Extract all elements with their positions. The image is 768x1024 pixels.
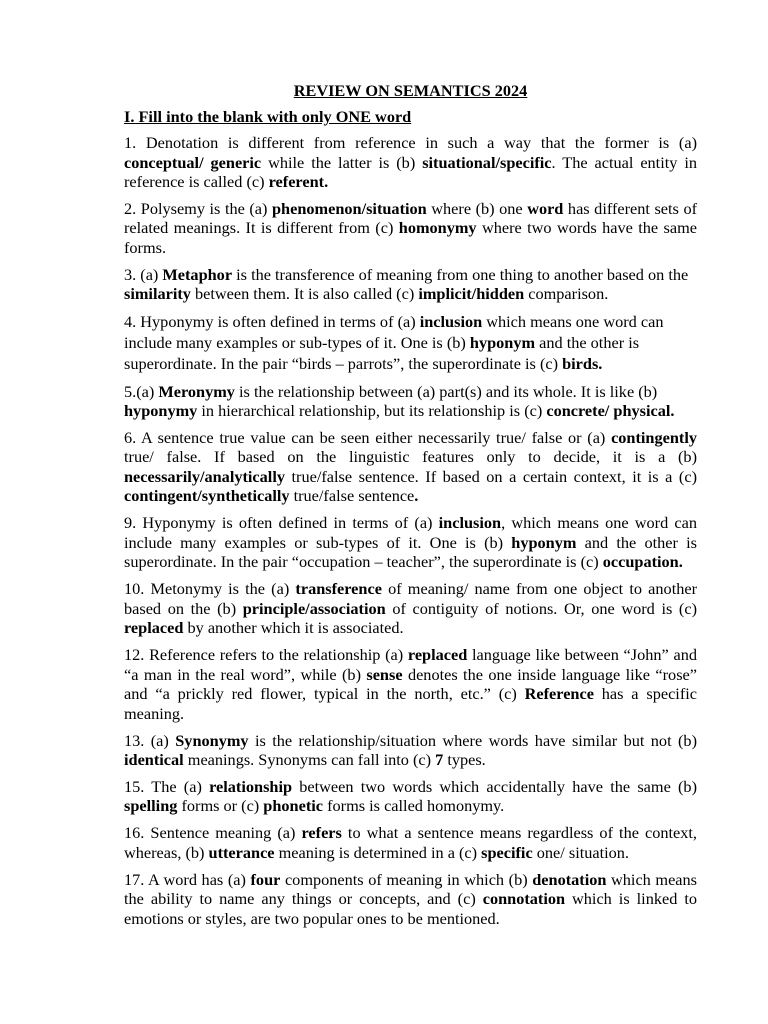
answer-text: identical bbox=[124, 750, 184, 770]
answer-text: phenomenon/situation bbox=[272, 198, 427, 218]
question-16 bbox=[124, 823, 697, 862]
answer-text: Meronymy bbox=[158, 381, 235, 401]
text-run: language like between “John” and “a man in the real word”, while (b) bbox=[124, 645, 697, 684]
question-13 bbox=[124, 731, 697, 770]
text-run: is the relationship/situation where words have similar but not (b) bbox=[248, 730, 697, 750]
question-3 bbox=[124, 265, 697, 304]
text-run: of contiguity of notions. Or, one word is (c) bbox=[385, 598, 697, 618]
answer-text: denotation bbox=[532, 869, 607, 889]
answer-text: Reference bbox=[524, 684, 594, 704]
answer-text: occupation. bbox=[602, 552, 683, 572]
answer-text: transference bbox=[295, 579, 382, 599]
text-run: 17. A word has (a) bbox=[124, 869, 251, 889]
question-4 bbox=[124, 311, 697, 374]
answer-text: hyponym bbox=[469, 333, 536, 353]
text-run: which means the ability to name any things or concepts, and (c) bbox=[124, 869, 698, 909]
text-run: while the latter is (b) bbox=[261, 152, 423, 172]
answer-text: birds. bbox=[562, 354, 603, 374]
text-run: to what a sentence means regardless of the context, whereas, (b) bbox=[124, 823, 697, 862]
text-run: and the other is superordinate. In the pair “birds – parrots”, the superordinate is (c) bbox=[124, 333, 640, 374]
text-run: 3. (a) bbox=[124, 264, 163, 284]
question-6 bbox=[124, 428, 697, 506]
answer-text: connotation bbox=[482, 889, 566, 909]
question-5 bbox=[124, 382, 697, 421]
answer-text: replaced bbox=[124, 618, 184, 638]
text-run: true/ false. If based on the linguistic features only to decide, it is a (b) bbox=[124, 447, 697, 467]
question-1 bbox=[124, 133, 697, 192]
question-10 bbox=[124, 579, 697, 638]
question-9 bbox=[124, 513, 697, 572]
text-run: 4. Hyponymy is often defined in terms of (a) bbox=[124, 312, 420, 332]
text-run: 16. Sentence meaning (a) bbox=[124, 823, 302, 843]
text-run: has a specific meaning. bbox=[124, 684, 697, 723]
answer-text: implicit/hidden bbox=[418, 284, 525, 304]
document-title: REVIEW ON SEMANTICS 2024 bbox=[293, 81, 528, 100]
answer-text: Synonymy bbox=[175, 730, 249, 750]
text-run: 5.(a) bbox=[124, 381, 159, 401]
answer-text: replaced bbox=[407, 645, 468, 665]
text-run: 13. (a) bbox=[124, 730, 176, 750]
text-run: and the other is superordinate. In the pair “occupation – teacher”, the superordinate is (c) bbox=[124, 532, 697, 572]
text-run: of meaning/ name from one object to another based on the (b) bbox=[124, 579, 698, 618]
text-run: between two words which accidentally have the same (b) bbox=[292, 776, 697, 796]
text-run: 2. Polysemy is the (a) bbox=[124, 198, 272, 218]
text-run: has different sets of related meanings. It is different from (c) bbox=[124, 198, 698, 238]
answer-text: inclusion bbox=[438, 513, 502, 533]
answer-text: similarity bbox=[124, 284, 191, 304]
answer-text: four bbox=[250, 869, 281, 889]
question-12 bbox=[124, 645, 697, 723]
answer-text: inclusion bbox=[419, 312, 483, 332]
text-run: , which means one word can include many examples or sub-types of it. One is (b) bbox=[124, 513, 697, 552]
text-run: is the relationship between (a) part(s) and its whole. It is like (b) bbox=[234, 381, 658, 401]
question-17 bbox=[124, 870, 697, 929]
section-heading: I. Fill into the blank with only ONE word bbox=[124, 107, 412, 126]
answer-text: conceptual/ generic bbox=[124, 152, 262, 172]
text-run: denotes the one inside language like “rose” and “a prickly red flower, typical in the north, etc.” (c) bbox=[124, 664, 697, 704]
answer-text: hyponymy bbox=[124, 401, 198, 421]
answer-text: spelling bbox=[124, 796, 178, 816]
answer-text: Metaphor bbox=[162, 264, 233, 284]
answer-text: principle/association bbox=[242, 598, 386, 618]
document-page bbox=[124, 81, 697, 936]
text-run: meanings. Synonyms can fall into (c) bbox=[183, 750, 436, 770]
answer-text: homonymy bbox=[398, 218, 477, 238]
text-run: components of meaning in which (b) bbox=[280, 869, 533, 889]
answer-text: referent. bbox=[268, 172, 329, 191]
text-run: forms or (c) bbox=[177, 796, 264, 816]
text-run: 9. Hyponymy is often defined in terms of (a) bbox=[124, 513, 439, 533]
text-run: in hierarchical relationship, but its relationship is (c) bbox=[197, 401, 547, 421]
text-run: which is linked to emotions or styles, are two popular ones to be mentioned. bbox=[124, 889, 697, 928]
answer-text: contingent/synthetically bbox=[124, 486, 290, 506]
text-run: 15. The (a) bbox=[124, 776, 210, 796]
answer-text: situational/specific bbox=[422, 152, 552, 172]
text-run: true/false sentence. If based on a certain context, it is a (c) bbox=[284, 466, 697, 486]
text-run: true/false sentence bbox=[289, 486, 415, 506]
text-run: 12. Reference refers to the relationship (a) bbox=[124, 645, 408, 665]
answer-text: concrete/ physical. bbox=[546, 401, 675, 421]
text-run: comparison. bbox=[524, 284, 609, 304]
text-run: which means one word can include many examples or sub-types of it. One is (b) bbox=[124, 312, 664, 353]
text-run: meaning is determined in a (c) bbox=[274, 842, 482, 862]
answer-text: refers bbox=[301, 823, 342, 843]
text-run: types. bbox=[443, 750, 486, 770]
text-run: 10. Metonymy is the (a) bbox=[124, 579, 296, 599]
text-run: . The actual entity in reference is called (c) bbox=[124, 152, 697, 191]
question-2 bbox=[124, 199, 697, 258]
answer-text: relationship bbox=[209, 776, 293, 796]
text-run: where (b) one bbox=[426, 198, 528, 218]
answer-text: phonetic bbox=[263, 796, 324, 816]
text-run: is the transference of meaning from one thing to another based on the bbox=[232, 264, 689, 284]
answer-text: word bbox=[527, 198, 564, 218]
text-run: forms is called homonymy. bbox=[323, 796, 505, 816]
text-run: 6. A sentence true value can be seen either necessarily true/ false or (a) bbox=[124, 427, 612, 447]
answer-text: necessarily/analytically bbox=[124, 466, 285, 486]
answer-text: . bbox=[414, 486, 419, 506]
answer-text: utterance bbox=[208, 842, 275, 862]
text-run: one/ situation. bbox=[532, 842, 630, 862]
text-run: where two words have the same forms. bbox=[124, 218, 697, 257]
text-run: 1. Denotation is different from reference in such a way that the former is (a) bbox=[124, 133, 697, 152]
answer-text: 7 bbox=[435, 750, 444, 770]
question-15 bbox=[124, 777, 697, 816]
answer-text: sense bbox=[366, 664, 403, 684]
answer-text: hyponym bbox=[511, 532, 577, 552]
answer-text: contingently bbox=[611, 427, 697, 447]
text-run: by another which it is associated. bbox=[183, 618, 404, 638]
text-run: between them. It is also called (c) bbox=[190, 284, 419, 304]
answer-text: specific bbox=[481, 842, 533, 862]
